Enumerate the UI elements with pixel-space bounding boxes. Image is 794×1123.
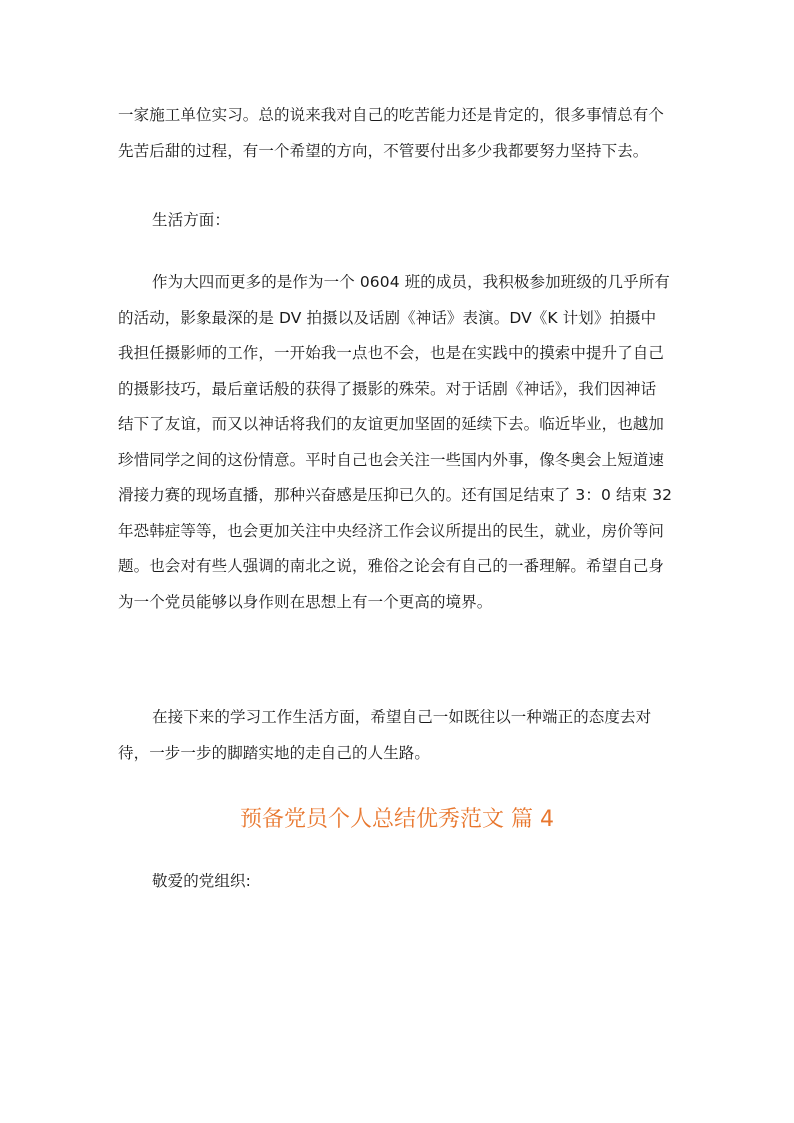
paragraph-line: 一家施工单位实习。总的说来我对自己的吃苦能力还是肯定的，很多事情总有个 <box>118 106 665 124</box>
salutation-block <box>118 864 678 900</box>
paragraph-line: 结下了友谊，而又以神话将我们的友谊更加坚固的延续下去。临近毕业，也越加 <box>118 415 665 433</box>
section-label-life <box>118 203 678 239</box>
paragraph-line: 年恐韩症等等，也会更加关注中央经济工作会议所提出的民生，就业，房价等问 <box>118 521 665 540</box>
paragraph-line: 我担任摄影师的工作，一开始我一点也不会，也是在实践中的摸索中提升了自己 <box>118 344 665 362</box>
paragraph-line: 先苦后甜的过程，有一个希望的方向，不管要付出多少我都要努力坚持下去。 <box>118 141 649 160</box>
paragraph-continuation <box>118 98 678 169</box>
paragraph-line: 题。也会对有些人强调的南北之说，雅俗之论会有自己的一番理解。希望自己身 <box>118 557 665 575</box>
paragraph-line: 在接下来的学习工作生活方面，希望自己一如既往以一种端正的态度去对 <box>152 708 652 726</box>
paragraph-life <box>118 265 678 620</box>
paragraph-line: 的摄影技巧，最后童话般的获得了摄影的殊荣。对于话剧《神话》，我们因神话 <box>118 379 657 398</box>
section-label: 生活方面： <box>152 211 231 229</box>
paragraph-line: 滑接力赛的现场直播，那种兴奋感是压抑已久的。还有国足结束了 3：0 结束 32 <box>118 486 673 504</box>
section-heading: 预备党员个人总结优秀范文 篇 4 <box>240 807 554 832</box>
paragraph-line: 珍惜同学之间的这份情意。平时自己也会关注一些国内外事，像冬奥会上短道速 <box>118 450 665 469</box>
paragraph-closing <box>118 700 678 771</box>
paragraph-line: 作为大四而更多的是作为一个 0604 班的成员，我积极参加班级的几乎所有 <box>152 273 670 291</box>
paragraph-line: 的活动，影象最深的是 DV 拍摄以及话剧《神话》表演。DV《K 计划》拍摄中 <box>118 308 657 327</box>
salutation: 敬爱的党组织: <box>152 872 251 890</box>
paragraph-line: 为一个党员能够以身作则在思想上有一个更高的境界。 <box>118 592 493 611</box>
paragraph-line: 待，一步一步的脚踏实地的走自己的人生路。 <box>118 743 431 762</box>
